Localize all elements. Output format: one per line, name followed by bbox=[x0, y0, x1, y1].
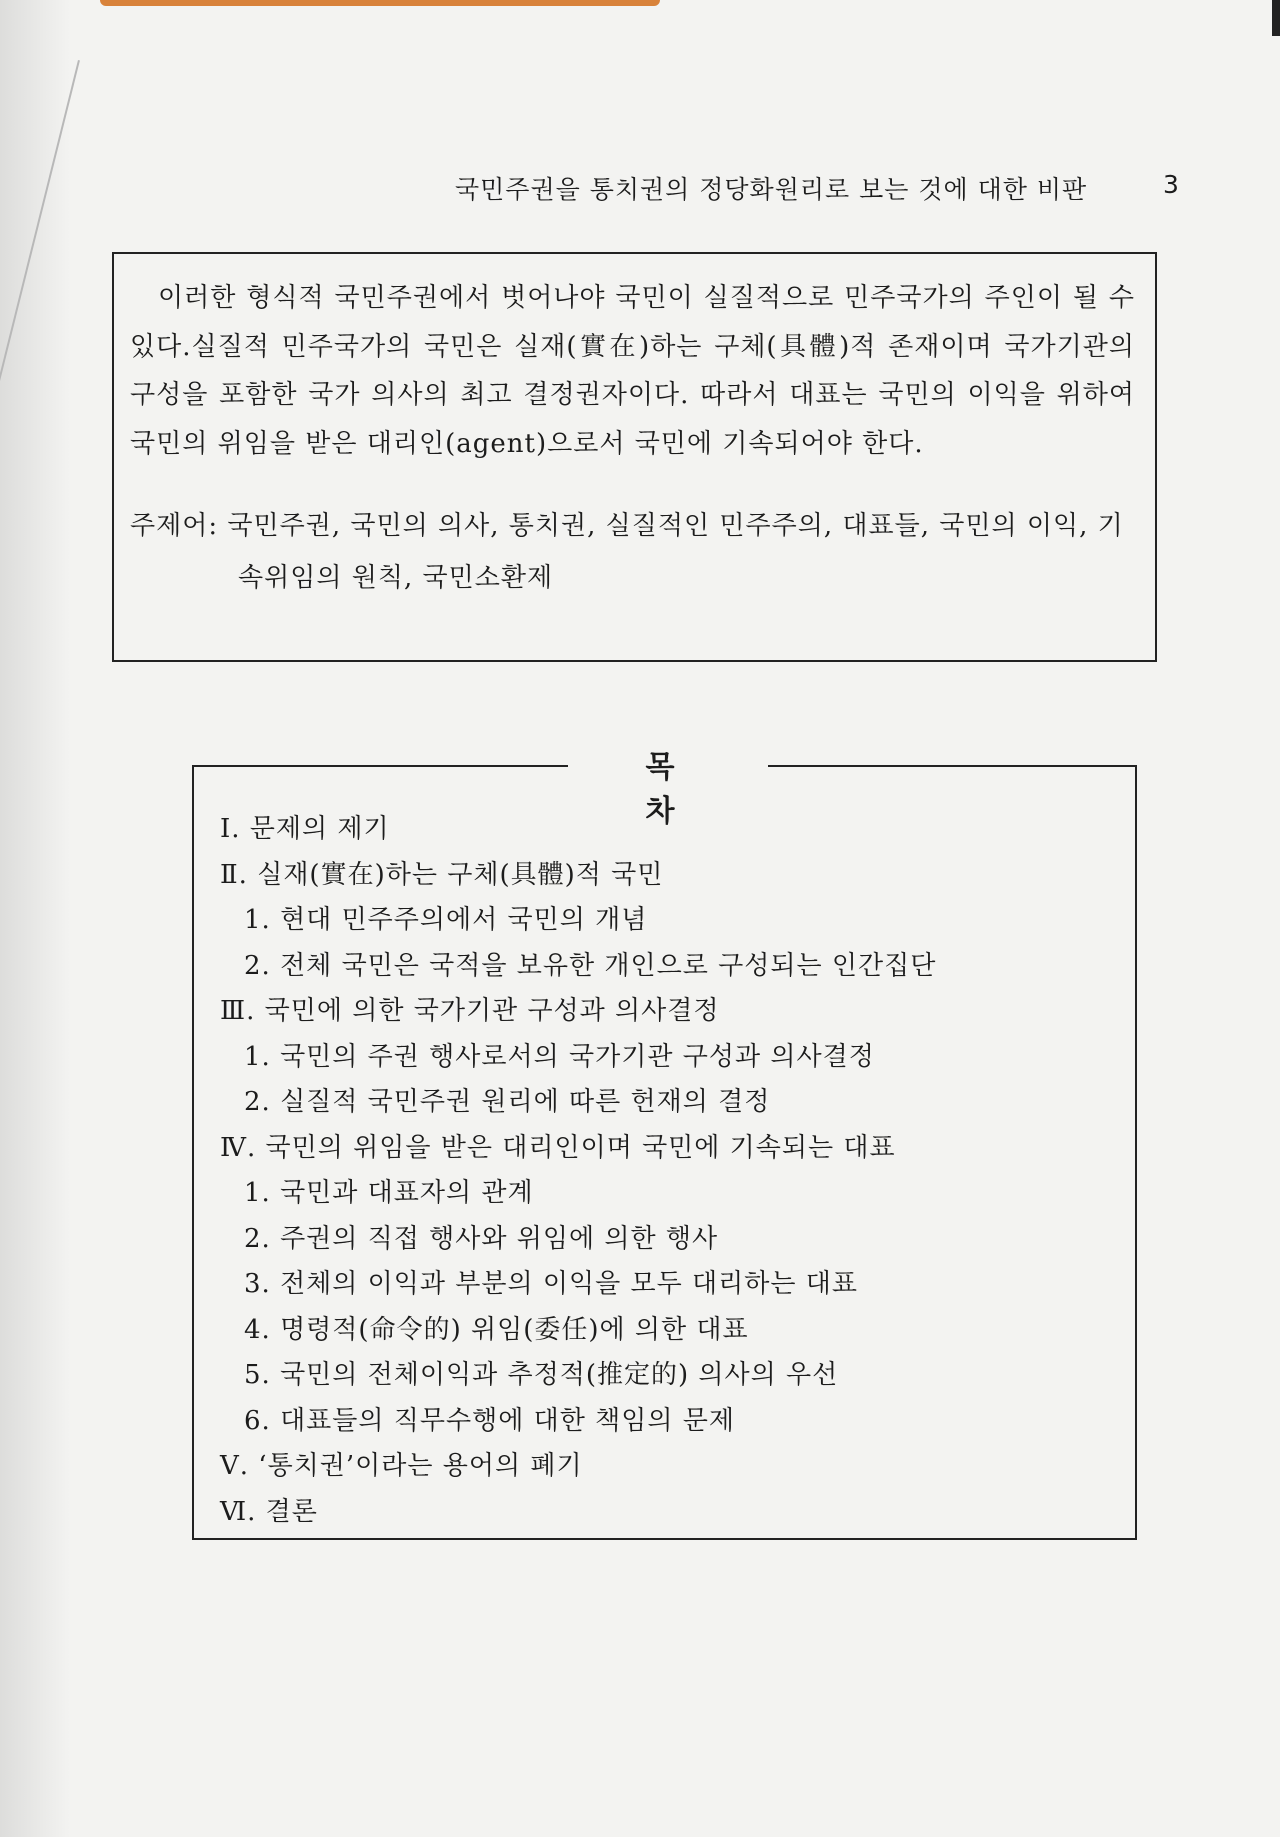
toc-subsection: 6. 대표들의 직무수행에 대한 책임의 문제 bbox=[244, 1405, 735, 1436]
toc-list bbox=[220, 807, 936, 1535]
keywords-label: 주제어: bbox=[130, 511, 219, 541]
scan-edge-mark bbox=[1272, 0, 1280, 36]
toc-section: Ⅰ. 문제의 제기 bbox=[220, 814, 390, 844]
keywords bbox=[130, 500, 1135, 604]
keywords-list: 국민주권, 국민의 의사, 통치권, 실질적인 민주주의, 대표들, 국민의 이익, 기속위임의 원칙, 국민소환제 bbox=[227, 511, 1124, 593]
toc-subsection: 3. 전체의 이익과 부분의 이익을 모두 대리하는 대표 bbox=[244, 1269, 858, 1299]
toc-subsection: 4. 명령적(命令的) 위임(委任)에 의한 대표 bbox=[244, 1314, 749, 1345]
toc-subsection: 2. 실질적 국민주권 원리에 따른 헌재의 결정 bbox=[244, 1087, 771, 1117]
table-of-contents bbox=[192, 765, 1137, 1540]
toc-subsection: 5. 국민의 전체이익과 추정적(推定的) 의사의 우선 bbox=[244, 1360, 839, 1390]
toc-subsection: 1. 현대 민주주의에서 국민의 개념 bbox=[244, 905, 648, 935]
page-number: 3 bbox=[1163, 170, 1180, 199]
toc-subsection: 1. 국민의 주권 행사로서의 국가기관 구성과 의사결정 bbox=[244, 1041, 875, 1072]
running-header-title: 국민주권을 통치권의 정당화원리로 보는 것에 대한 비판 bbox=[455, 175, 1088, 204]
toc-title: 목 차 bbox=[568, 742, 768, 830]
toc-subsection: 2. 주권의 직접 행사와 위임에 의한 행사 bbox=[244, 1223, 719, 1254]
toc-section: Ⅱ. 실재(實在)하는 구체(具體)적 국민 bbox=[220, 859, 664, 890]
toc-subsection: 1. 국민과 대표자의 관계 bbox=[244, 1178, 534, 1208]
toc-section: Ⅲ. 국민에 의한 국가기관 구성과 의사결정 bbox=[220, 996, 720, 1026]
running-header bbox=[455, 170, 1190, 206]
toc-section: Ⅴ. ‘통치권’이라는 용어의 폐기 bbox=[220, 1451, 583, 1481]
toc-section: Ⅳ. 국민의 위임을 받은 대리인이며 국민에 기속되는 대표 bbox=[220, 1132, 896, 1163]
toc-section: Ⅵ. 결론 bbox=[220, 1496, 318, 1527]
toc-subsection: 2. 전체 국민은 국적을 보유한 개인으로 구성되는 인간집단 bbox=[244, 950, 937, 981]
scan-shadow bbox=[0, 0, 70, 1837]
abstract-text: 이러한 형식적 국민주권에서 벗어나야 국민이 실질적으로 민주국가의 주인이 될 수 있다.실질적 민주국가의 국민은 실재(實在)하는 구체(具體)적 존재이며 국가기관의 구성을 포함한 국가 의사의 최고 결정권자이다. 따라서 대표는 국민의 이익을 위하여 국민의 위임을 받은 대리인(agent)으로서 국민에 기속되어야 한다. bbox=[130, 283, 1135, 459]
scan-top-strip bbox=[100, 0, 660, 6]
abstract-box bbox=[112, 252, 1157, 662]
